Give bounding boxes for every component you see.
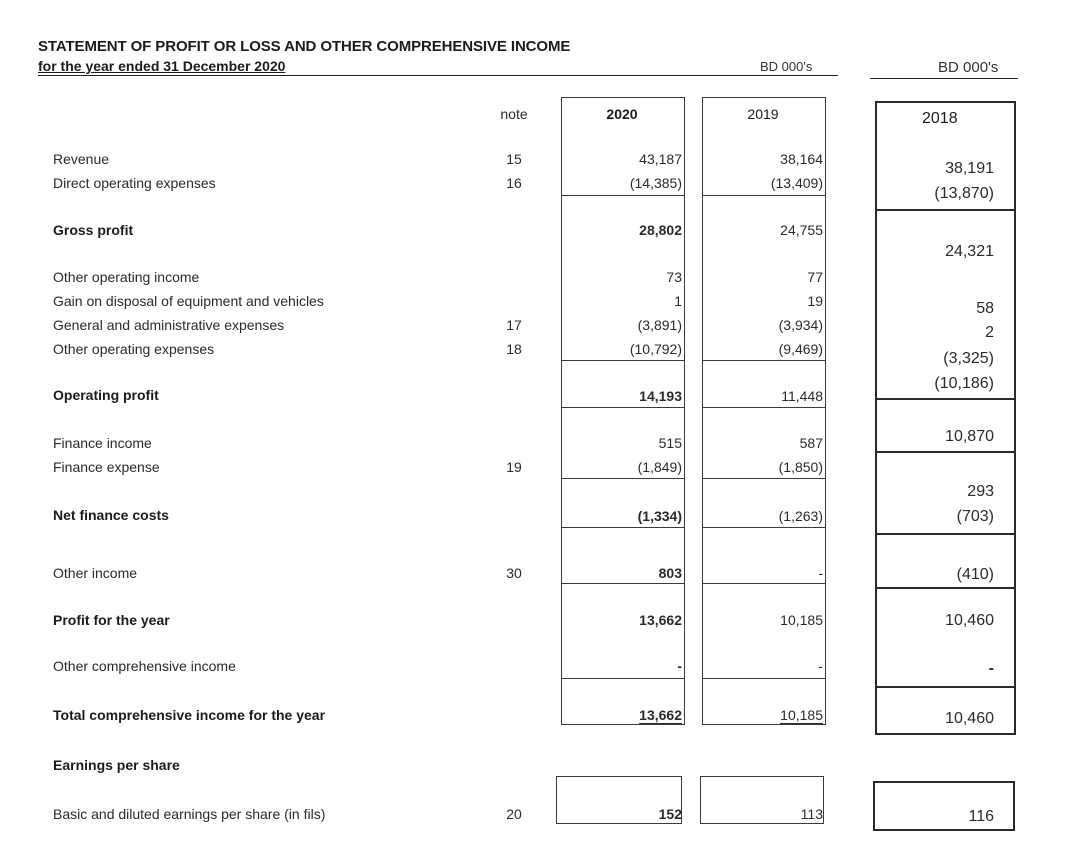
label-direct-opex: Direct operating expenses — [53, 175, 216, 191]
sep-2018-gross — [875, 209, 1016, 211]
label-gross-profit: Gross profit — [53, 222, 134, 238]
value-2018-gross-profit: 24,321 — [945, 243, 994, 260]
sep-2018-op — [875, 398, 1016, 400]
value-2018-other-op-exp: (10,186) — [934, 375, 994, 392]
value-2020-operating-profit: 14,193 — [639, 388, 682, 404]
label-finance-expense: Finance expense — [53, 459, 160, 475]
note-direct-opex: 16 — [506, 175, 522, 191]
note-revenue: 15 — [506, 151, 522, 167]
sep-2020-net — [561, 527, 685, 528]
value-2020-profit-year: 13,662 — [639, 612, 682, 628]
label-other-op-income: Other operating income — [53, 269, 200, 285]
note-header: note — [500, 106, 528, 122]
value-2020-oci: - — [677, 658, 682, 674]
value-2020-gain-disposal: 1 — [674, 293, 682, 309]
value-2019-net-finance: (1,263) — [778, 508, 823, 524]
column-frame-2019 — [702, 97, 826, 725]
sep-2019-oci — [702, 678, 826, 679]
sep-2020-op — [561, 360, 685, 361]
value-2018-finance-expense: (703) — [956, 508, 994, 525]
note-finance-expense: 19 — [506, 459, 522, 475]
label-total-ci: Total comprehensive income for the year — [53, 707, 326, 723]
value-2019-other-op-exp: (9,469) — [778, 341, 823, 357]
sep-2018-oci — [875, 686, 1016, 688]
sep-2019-fin — [702, 478, 826, 479]
value-2018-profit-year: 10,460 — [945, 612, 994, 629]
value-2020-net-finance: (1,334) — [637, 508, 682, 524]
value-2020-finance-income: 515 — [658, 435, 682, 451]
unit-label-left: BD 000's — [760, 59, 813, 74]
value-2019-direct-opex: (13,409) — [770, 175, 823, 191]
value-2018-gain-disposal: 2 — [985, 324, 994, 341]
value-2019-operating-profit: 11,448 — [781, 388, 823, 404]
label-gen-admin: General and administrative expenses — [53, 317, 285, 333]
label-revenue: Revenue — [53, 151, 110, 167]
value-2018-oci: - — [988, 660, 994, 677]
sep-2020-op-end — [561, 407, 685, 408]
year-header-2018: 2018 — [922, 110, 958, 127]
value-2020-gross-profit: 28,802 — [639, 222, 682, 238]
sep-2019-net — [702, 527, 826, 528]
sep-2020-gross — [561, 195, 685, 196]
sep-2020-fin — [561, 478, 685, 479]
value-2020-other-op-exp: (10,792) — [629, 341, 682, 357]
value-2019-gross-profit: 24,755 — [780, 222, 823, 238]
value-2018-finance-income: 293 — [967, 483, 994, 500]
value-2020-other-income: 803 — [658, 565, 682, 581]
note-other-op-exp: 18 — [506, 341, 522, 357]
value-2018-other-op-income: 58 — [976, 300, 994, 317]
sep-2020-other — [561, 583, 685, 584]
value-2019-finance-expense: (1,850) — [778, 459, 823, 475]
header-rule-right — [870, 78, 1018, 79]
label-oci: Other comprehensive income — [53, 658, 236, 674]
value-2020-finance-expense: (1,849) — [637, 459, 682, 475]
sep-2018-fin — [875, 451, 1016, 453]
value-2020-total-ci: 13,662 — [639, 707, 682, 723]
value-2019-oci: - — [818, 658, 823, 674]
value-2020-direct-opex: (14,385) — [629, 175, 682, 191]
label-profit-year: Profit for the year — [53, 612, 170, 628]
label-other-op-exp: Other operating expenses — [53, 341, 215, 357]
value-2018-net-finance: (410) — [956, 566, 994, 583]
label-eps: Basic and diluted earnings per share (in fils) — [53, 806, 326, 822]
header-rule — [38, 75, 838, 76]
value-2019-other-op-income: 77 — [807, 269, 823, 285]
value-2018-total-ci: 10,460 — [945, 710, 994, 727]
value-2018-direct-opex: (13,870) — [934, 185, 994, 202]
value-2019-eps: 113 — [800, 806, 823, 822]
note-other-income: 30 — [506, 565, 522, 581]
value-2020-gen-admin: (3,891) — [637, 317, 682, 333]
label-other-income: Other income — [53, 565, 138, 581]
label-gain-disposal: Gain on disposal of equipment and vehicles — [53, 293, 324, 309]
note-gen-admin: 17 — [506, 317, 522, 333]
note-eps: 20 — [506, 806, 522, 822]
label-operating-profit: Operating profit — [53, 387, 159, 403]
value-2019-profit-year: 10,185 — [780, 612, 823, 628]
value-2018-operating-profit: 10,870 — [945, 428, 994, 445]
label-eps-heading: Earnings per share — [53, 757, 180, 773]
value-2019-gen-admin: (3,934) — [778, 317, 823, 333]
value-2020-revenue: 43,187 — [639, 151, 682, 167]
sep-2019-gross — [702, 195, 826, 196]
sep-2019-op — [702, 360, 826, 361]
value-2018-revenue: 38,191 — [945, 160, 994, 177]
value-2019-finance-income: 587 — [799, 435, 823, 451]
unit-label-right: BD 000's — [938, 59, 999, 76]
year-header-2020: 2020 — [606, 106, 638, 122]
column-frame-2020 — [561, 97, 685, 725]
sep-2018-net — [875, 533, 1016, 535]
value-2020-other-op-income: 73 — [666, 269, 682, 285]
value-2018-gen-admin: (3,325) — [943, 350, 994, 367]
value-2020-eps: 152 — [658, 806, 682, 822]
sep-2019-other — [702, 583, 826, 584]
statement-title: STATEMENT OF PROFIT OR LOSS AND OTHER COMPREHENSIVE INCOME — [38, 38, 571, 55]
label-net-finance: Net finance costs — [53, 507, 169, 523]
sep-2020-oci — [561, 678, 685, 679]
sep-2019-op-end — [702, 407, 826, 408]
year-header-2019: 2019 — [747, 106, 779, 122]
value-2018-eps: 116 — [968, 808, 994, 825]
value-2019-revenue: 38,164 — [780, 151, 823, 167]
value-2019-other-income: - — [818, 565, 823, 581]
statement-subtitle: for the year ended 31 December 2020 — [38, 58, 286, 74]
sep-2018-other — [875, 587, 1016, 589]
label-finance-income: Finance income — [53, 435, 152, 451]
value-2019-total-ci: 10,185 — [780, 707, 823, 723]
value-2019-gain-disposal: 19 — [807, 293, 823, 309]
